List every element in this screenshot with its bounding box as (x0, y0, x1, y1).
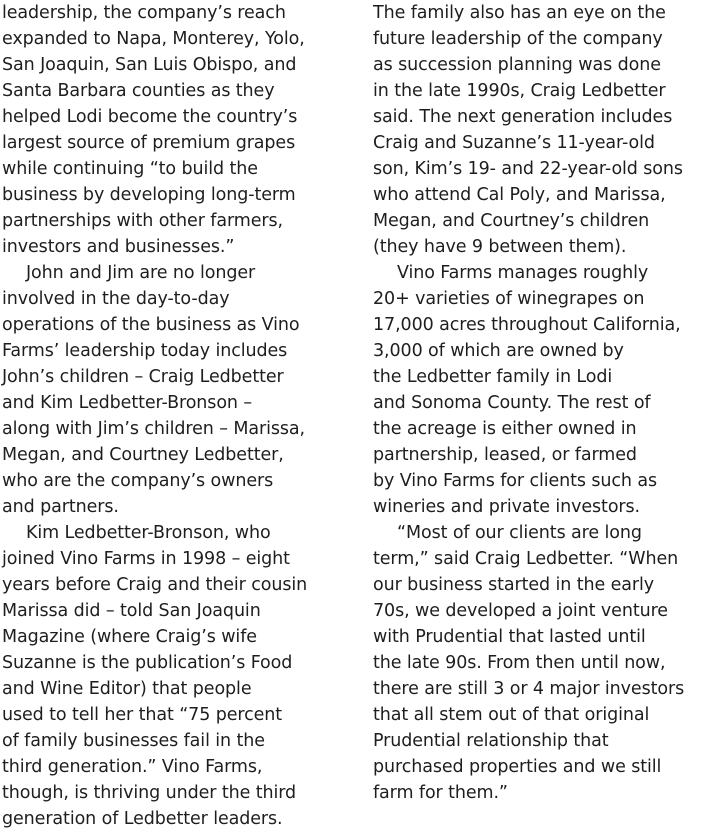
paragraph-first-line: Vino Farms manages roughly (397, 263, 649, 283)
text-line: as succession planning was done (373, 55, 661, 75)
text-line: though, is thriving under the third (2, 783, 297, 803)
text-line: while continuing “to build the (2, 159, 258, 179)
text-line: years before Craig and their cousin (2, 575, 308, 595)
text-line: partnerships with other farmers, (2, 211, 283, 231)
text-line: and partners. (2, 497, 119, 517)
text-line: term,” said Craig Ledbetter. “When (373, 549, 679, 569)
text-line: our business started in the early (373, 575, 654, 595)
text-line: Megan, and Courtney Ledbetter, (2, 445, 284, 465)
text-line: Farms’ leadership today includes (2, 341, 288, 361)
text-line: said. The next generation includes (373, 107, 673, 127)
text-line: farm for them.” (373, 783, 508, 803)
text-line: Craig and Suzanne’s 11-year-old (373, 133, 655, 153)
text-line: involved in the day-to-day (2, 289, 230, 309)
text-line: third generation.” Vino Farms, (2, 757, 263, 777)
paragraph-first-line: John and Jim are no longer (26, 263, 256, 283)
paragraph-first-line: Kim Ledbetter-Bronson, who (26, 523, 271, 543)
text-line: Prudential relationship that (373, 731, 609, 751)
text-line: son, Kim’s 19- and 22-year-old sons (373, 159, 683, 179)
text-line: future leadership of the company (373, 29, 663, 49)
text-line: Magazine (where Craig’s wife (2, 627, 257, 647)
text-line: that all stem out of that original (373, 705, 650, 725)
text-line: partnership, leased, or farmed (373, 445, 637, 465)
text-line: used to tell her that “75 percent (2, 705, 283, 725)
left-text-column (2, 0, 347, 832)
text-line: by Vino Farms for clients such as (373, 471, 658, 491)
text-line: and Wine Editor) that people (2, 679, 252, 699)
text-line: 20+ varieties of winegrapes on (373, 289, 645, 309)
text-line: helped Lodi become the country’s (2, 107, 298, 127)
text-line: John’s children – Craig Ledbetter (2, 367, 284, 387)
right-text-column (373, 0, 710, 806)
text-line: the Ledbetter family in Lodi (373, 367, 613, 387)
text-line: 17,000 acres throughout California, (373, 315, 681, 335)
text-line: leadership, the company’s reach (2, 3, 286, 23)
text-line: of family businesses fail in the (2, 731, 265, 751)
text-line: in the late 1990s, Craig Ledbetter (373, 81, 666, 101)
text-line: the late 90s. From then until now, (373, 653, 666, 673)
text-line: 3,000 of which are owned by (373, 341, 624, 361)
text-line: Suzanne is the publication’s Food (2, 653, 293, 673)
text-line: along with Jim’s children – Marissa, (2, 419, 305, 439)
text-line: largest source of premium grapes (2, 133, 296, 153)
paragraph-first-line: “Most of our clients are long (397, 523, 642, 543)
text-line: (they have 9 between them). (373, 237, 627, 257)
text-line: and Kim Ledbetter-Bronson – (2, 393, 253, 413)
text-line: there are still 3 or 4 major investors (373, 679, 685, 699)
text-line: investors and businesses.” (2, 237, 235, 257)
text-line: with Prudential that lasted until (373, 627, 646, 647)
text-line: who are the company’s owners (2, 471, 274, 491)
text-line: The family also has an eye on the (373, 3, 666, 23)
text-line: wineries and private investors. (373, 497, 640, 517)
text-line: 70s, we developed a joint venture (373, 601, 668, 621)
text-line: expanded to Napa, Monterey, Yolo, (2, 29, 305, 49)
text-line: San Joaquin, San Luis Obispo, and (2, 55, 297, 75)
text-line: purchased properties and we still (373, 757, 662, 777)
text-line: who attend Cal Poly, and Marissa, (373, 185, 666, 205)
text-line: Santa Barbara counties as they (2, 81, 275, 101)
text-line: operations of the business as Vino (2, 315, 300, 335)
text-line: Marissa did – told San Joaquin (2, 601, 261, 621)
text-line: the acreage is either owned in (373, 419, 637, 439)
text-line: generation of Ledbetter leaders. (2, 809, 283, 829)
text-line: Megan, and Courtney’s children (373, 211, 650, 231)
text-line: business by developing long-term (2, 185, 296, 205)
text-line: and Sonoma County. The rest of (373, 393, 651, 413)
text-line: joined Vino Farms in 1998 – eight (2, 549, 290, 569)
